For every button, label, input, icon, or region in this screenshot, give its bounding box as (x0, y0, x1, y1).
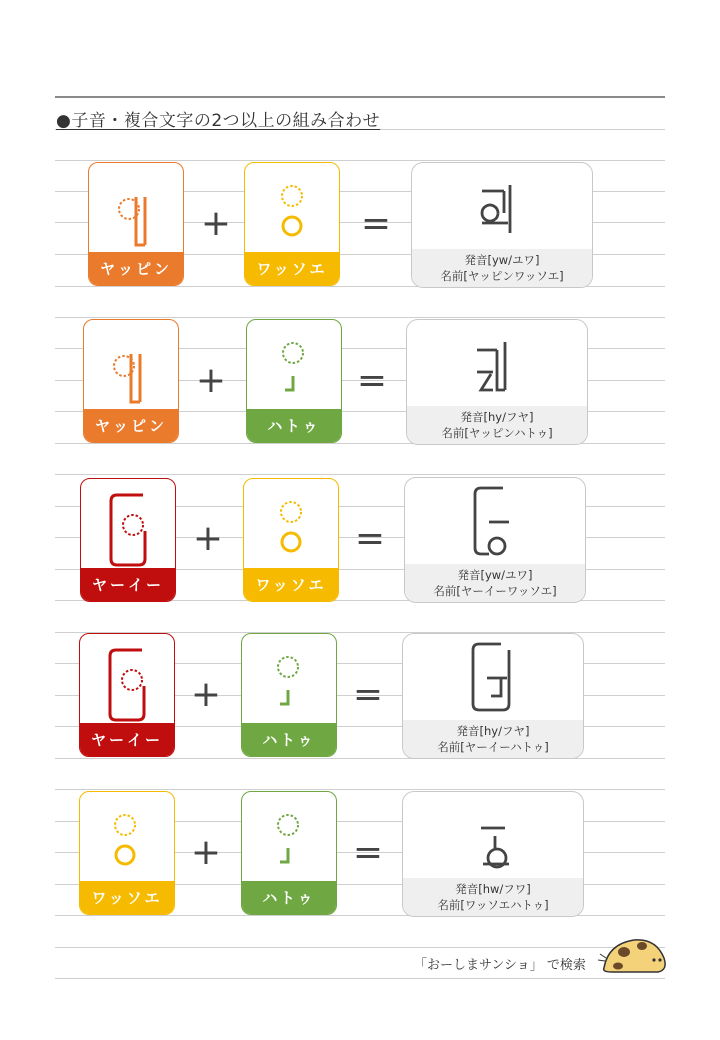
letter-card-yaii (80, 478, 176, 602)
plus-sign: + (195, 360, 227, 401)
combined-name: 名前[ヤーイーワッソエ] (433, 584, 557, 598)
rule (55, 947, 665, 948)
pronunciation: 発音[yw/ユワ] (457, 568, 533, 582)
letter-label: ヤーイー (81, 568, 175, 601)
letter-card-yaii (79, 633, 175, 757)
pronunciation: 発音[hw/フワ] (455, 882, 531, 896)
hatu-glyph-icon (247, 320, 342, 412)
plus-sign: + (192, 518, 224, 559)
wassoe-glyph-icon (244, 479, 339, 571)
top-rule (55, 96, 665, 98)
pronunciation: 発音[hy/フヤ] (456, 724, 530, 738)
yaii-glyph-icon (81, 479, 176, 571)
rule (55, 474, 665, 475)
equals-sign: = (356, 360, 388, 401)
result-card (402, 633, 584, 759)
letter-label: ヤーイー (80, 723, 174, 756)
result-info (403, 720, 583, 758)
yw-glyph-icon (412, 163, 593, 251)
combined-name: 名前[ワッソエハトゥ] (437, 898, 549, 912)
letter-label: ハトゥ (242, 723, 336, 756)
pronunciation: 発音[yw/ユワ] (464, 253, 540, 267)
rule (55, 317, 665, 318)
yappin-glyph-icon (84, 320, 179, 412)
combined-name: 名前[ヤッピンハトゥ] (441, 426, 553, 440)
result-info (407, 406, 587, 444)
pronunciation: 発音[hy/フヤ] (460, 410, 534, 424)
letter-card-wassoe (79, 791, 175, 915)
page-title: ●子音・複合文字の2つ以上の組み合わせ (56, 111, 381, 131)
search-hint: 「おーしまサンショ」 で検索 (414, 958, 586, 973)
wassoe-glyph-icon (80, 792, 175, 884)
letter-card-hatu (241, 633, 337, 757)
letter-label: ワッソエ (80, 881, 174, 914)
yappin-glyph-icon (89, 163, 184, 255)
letter-label: ヤッピン (89, 252, 183, 285)
result-card (411, 162, 593, 288)
hy2-glyph-icon (403, 634, 584, 722)
letter-label: ハトゥ (247, 409, 341, 442)
letter-card-yappin (88, 162, 184, 286)
hw-glyph-icon (403, 792, 584, 880)
result-info (405, 564, 585, 602)
plus-sign: + (190, 832, 222, 873)
yaii-glyph-icon (80, 634, 175, 726)
equals-sign: = (354, 518, 386, 559)
letter-label: ワッソエ (244, 568, 338, 601)
hy-glyph-icon (407, 320, 588, 408)
letter-label: ヤッピン (84, 409, 178, 442)
letter-label: ワッソエ (245, 252, 339, 285)
result-info (412, 249, 592, 287)
combined-name: 名前[ヤッピンワッソエ] (440, 269, 564, 283)
result-card (402, 791, 584, 917)
letter-card-wassoe (243, 478, 339, 602)
sanshou-mascot-icon (598, 930, 670, 978)
rule (55, 978, 665, 979)
letter-card-yappin (83, 319, 179, 443)
plus-sign: + (200, 203, 232, 244)
letter-label: ハトゥ (242, 881, 336, 914)
wassoe-glyph-icon (245, 163, 340, 255)
hatu-glyph-icon (242, 792, 337, 884)
hatu-glyph-icon (242, 634, 337, 726)
letter-card-wassoe (244, 162, 340, 286)
result-card (406, 319, 588, 445)
result-card (404, 477, 586, 603)
equals-sign: = (352, 674, 384, 715)
rule (55, 789, 665, 790)
plus-sign: + (190, 674, 222, 715)
letter-card-hatu (246, 319, 342, 443)
equals-sign: = (352, 832, 384, 873)
rule (55, 160, 665, 161)
equals-sign: = (360, 203, 392, 244)
result-info (403, 878, 583, 916)
letter-card-hatu (241, 791, 337, 915)
combined-name: 名前[ヤーイーハトゥ] (437, 740, 549, 754)
yw2-glyph-icon (405, 478, 586, 566)
